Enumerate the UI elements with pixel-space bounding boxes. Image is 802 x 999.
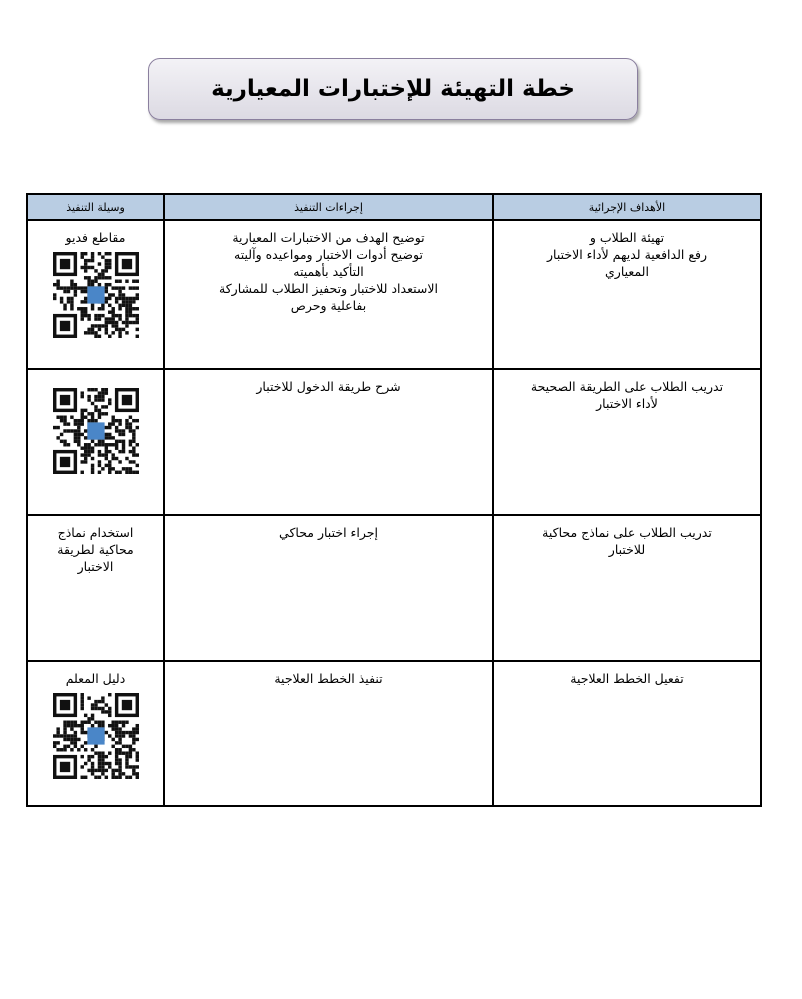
procedure-cell: شرح طريقة الدخول للاختبار <box>164 369 493 515</box>
objective-cell: تفعيل الخطط العلاجية <box>493 661 761 806</box>
means-cell <box>27 369 164 515</box>
qr-code-icon[interactable] <box>53 252 139 338</box>
qr-code-icon[interactable] <box>53 388 139 474</box>
title-box <box>148 58 638 120</box>
table-row <box>27 369 761 515</box>
objective-cell: تدريب الطلاب على نماذج محاكية للاختبار <box>493 515 761 661</box>
header-row <box>27 194 761 220</box>
qr-code-icon[interactable] <box>53 693 139 779</box>
objective-cell: تهيئة الطلاب و رفع الدافعية لديهم لأداء الاختبار المعياري <box>493 220 761 369</box>
header-means: وسيلة التنفيذ <box>27 194 164 220</box>
header-procedures: إجراءات التنفيذ <box>164 194 493 220</box>
procedure-cell: إجراء اختبار محاكي <box>164 515 493 661</box>
page-title: خطة التهيئة للإختبارات المعيارية <box>211 76 575 102</box>
means-cell: مقاطع فديو <box>27 220 164 369</box>
header-objectives: الأهداف الإجرائية <box>493 194 761 220</box>
plan-table <box>26 193 762 807</box>
table-row <box>27 515 761 661</box>
procedure-cell: تنفيذ الخطط العلاجية <box>164 661 493 806</box>
procedure-cell: توضيح الهدف من الاختبارات المعيارية توضيح أدوات الاختبار ومواعيده وآليته التأكيد بأهميته الاستعداد للاختبار وتحفيز الطلاب للمشاركة بفاعلية وحرص <box>164 220 493 369</box>
objective-cell: تدريب الطلاب على الطريقة الصحيحة لأداء الاختبار <box>493 369 761 515</box>
means-cell: استخدام نماذج محاكية لطريقة الاختبار <box>27 515 164 661</box>
table-row <box>27 220 761 369</box>
table-row <box>27 661 761 806</box>
means-cell: دليل المعلم <box>27 661 164 806</box>
